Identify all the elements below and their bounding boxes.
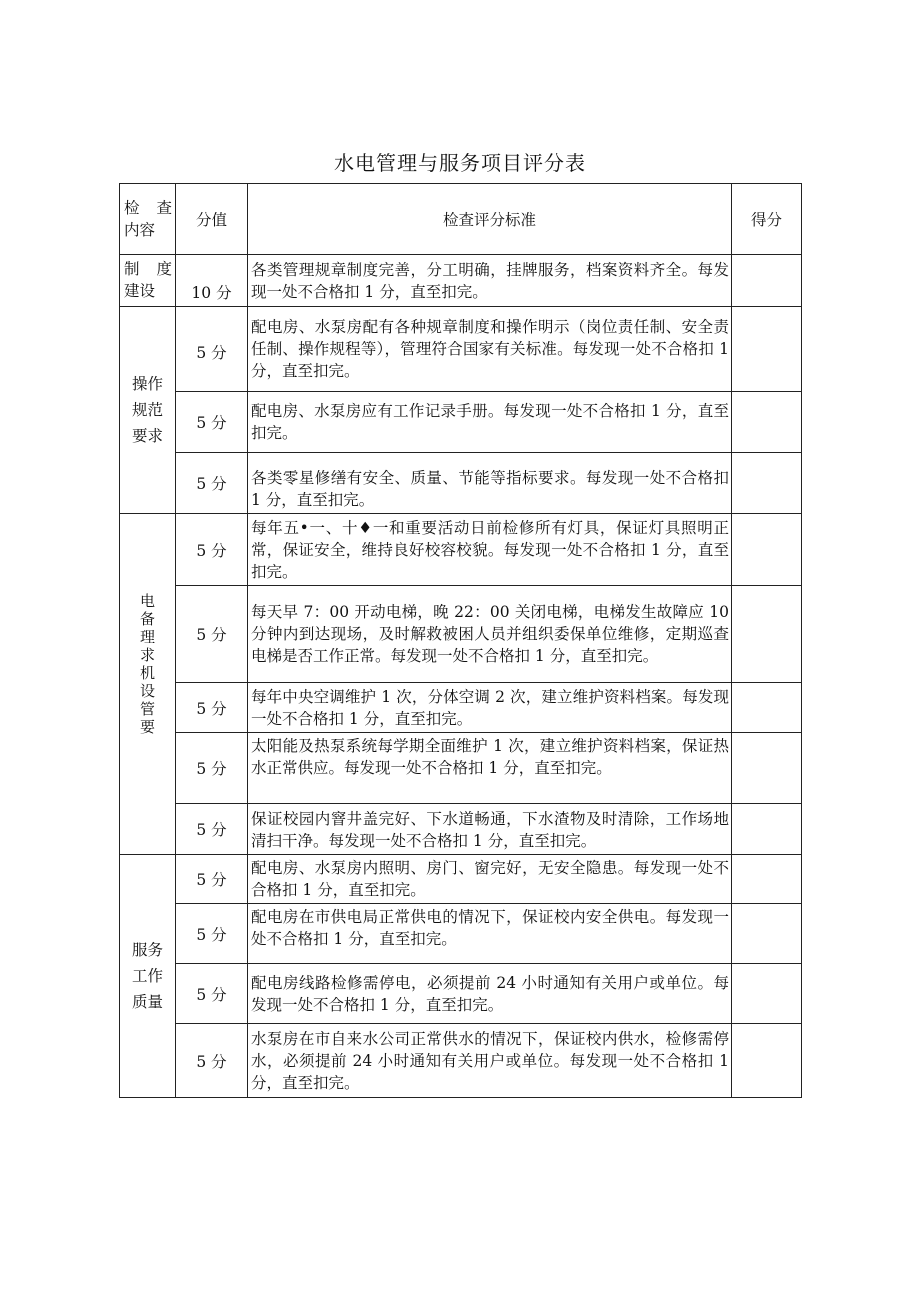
score-value: 5 分 <box>176 733 248 804</box>
result-cell[interactable] <box>732 453 802 514</box>
result-cell[interactable] <box>732 733 802 804</box>
category-ops-line2: 规范 <box>131 401 163 419</box>
criteria-text: 配电房在市供电局正常供电的情况下，保证校内安全供电。每发现一处不合格扣 1 分，直至扣完。 <box>248 904 732 964</box>
score-value: 5 分 <box>176 683 248 733</box>
score-value: 5 分 <box>176 855 248 904</box>
table-row <box>120 683 802 733</box>
result-cell[interactable] <box>732 307 802 392</box>
criteria-text: 配电房线路检修需停电，必须提前 24 小时通知有关用户或单位。每发现一处不合格扣 1 分，直至扣完。 <box>248 964 732 1024</box>
category-service-line1: 服务 <box>131 941 163 959</box>
score-value: 5 分 <box>176 392 248 453</box>
score-value: 5 分 <box>176 964 248 1024</box>
category-system <box>120 255 176 307</box>
criteria-text: 水泵房在市自来水公司正常供水的情况下，保证校内供水，检修需停水，必须提前 24 小时通知有关用户或单位。每发现一处不合格扣 1 分，直至扣完。 <box>248 1024 732 1098</box>
category-service-line3: 质量 <box>131 993 163 1011</box>
table-row <box>120 307 802 392</box>
criteria-text: 每年中央空调维护 1 次，分体空调 2 次，建立维护资料档案。每发现一处不合格扣 1 分，直至扣完。 <box>248 683 732 733</box>
table-row <box>120 733 802 804</box>
result-cell[interactable] <box>732 392 802 453</box>
result-cell[interactable] <box>732 855 802 904</box>
table-row <box>120 255 802 307</box>
result-cell[interactable] <box>732 1024 802 1098</box>
score-value: 5 分 <box>176 804 248 855</box>
criteria-text: 太阳能及热泵系统每学期全面维护 1 次，建立维护资料档案，保证热水正常供应。每发现一处不合格扣 1 分，直至扣完。 <box>248 733 732 804</box>
result-cell[interactable] <box>732 683 802 733</box>
criteria-text: 配电房、水泵房应有工作记录手册。每发现一处不合格扣 1 分，直至扣完。 <box>248 392 732 453</box>
category-ops-line1: 操作 <box>131 375 163 393</box>
table-row <box>120 392 802 453</box>
table-row <box>120 904 802 964</box>
header-result: 得分 <box>732 184 802 255</box>
header-category <box>120 184 176 255</box>
header-category-line2: 内容 <box>124 221 156 239</box>
table-row <box>120 964 802 1024</box>
category-ops-line3: 要求 <box>131 427 163 445</box>
result-cell[interactable] <box>732 586 802 683</box>
criteria-text: 每天早 7：00 开动电梯，晚 22：00 关闭电梯，电梯发生故障应 10 分钟内到达现场，及时解救被困人员并组织委保单位维修，定期巡查电梯是否工作正常。每发现一处不合格扣 1 分，直至扣完。 <box>248 586 732 683</box>
category-system-line2: 建设 <box>124 282 156 300</box>
table-row <box>120 586 802 683</box>
result-cell[interactable] <box>732 904 802 964</box>
score-value: 5 分 <box>176 307 248 392</box>
score-value: 5 分 <box>176 453 248 514</box>
table-row <box>120 804 802 855</box>
score-value: 5 分 <box>176 904 248 964</box>
result-cell[interactable] <box>732 514 802 586</box>
result-cell[interactable] <box>732 964 802 1024</box>
category-service-line2: 工作 <box>131 967 163 985</box>
result-cell[interactable] <box>732 255 802 307</box>
score-value: 10 分 <box>176 255 248 307</box>
score-value: 5 分 <box>176 586 248 683</box>
table-row <box>120 855 802 904</box>
category-system-line1: 制 度 <box>124 260 172 278</box>
table-row <box>120 514 802 586</box>
header-category-line1: 检 查 <box>124 199 172 217</box>
category-operations <box>120 307 176 514</box>
score-table <box>119 183 802 1098</box>
table-row <box>120 453 802 514</box>
criteria-text: 各类零星修缮有安全、质量、节能等指标要求。每发现一处不合格扣 1 分，直至扣完。 <box>248 453 732 514</box>
criteria-text: 各类管理规章制度完善，分工明确，挂牌服务，档案资料齐全。每发现一处不合格扣 1 分，直至扣完。 <box>248 255 732 307</box>
category-equipment <box>120 514 176 855</box>
criteria-text: 保证校园内窨井盖完好、下水道畅通，下水渣物及时清除，工作场地清扫干净。每发现一处不合格扣 1 分，直至扣完。 <box>248 804 732 855</box>
score-value: 5 分 <box>176 1024 248 1098</box>
category-equipment-label: 电备理求机设管要 <box>139 592 155 736</box>
criteria-text: 配电房、水泵房配有各种规章制度和操作明示（岗位责任制、安全责任制、操作规程等），管理符合国家有关标准。每发现一处不合格扣 1 分，直至扣完。 <box>248 307 732 392</box>
table-header-row <box>120 184 802 255</box>
page-title: 水电管理与服务项目评分表 <box>334 151 586 175</box>
table-row <box>120 1024 802 1098</box>
criteria-text: 配电房、水泵房内照明、房门、窗完好，无安全隐患。每发现一处不合格扣 1 分，直至扣完。 <box>248 855 732 904</box>
header-score: 分值 <box>176 184 248 255</box>
score-value: 5 分 <box>176 514 248 586</box>
result-cell[interactable] <box>732 804 802 855</box>
criteria-text: 每年五•一、十♦一和重要活动日前检修所有灯具，保证灯具照明正常，保证安全，维持良好校容校貌。每发现一处不合格扣 1 分，直至扣完。 <box>248 514 732 586</box>
header-criteria: 检查评分标准 <box>248 184 732 255</box>
category-service <box>120 855 176 1098</box>
